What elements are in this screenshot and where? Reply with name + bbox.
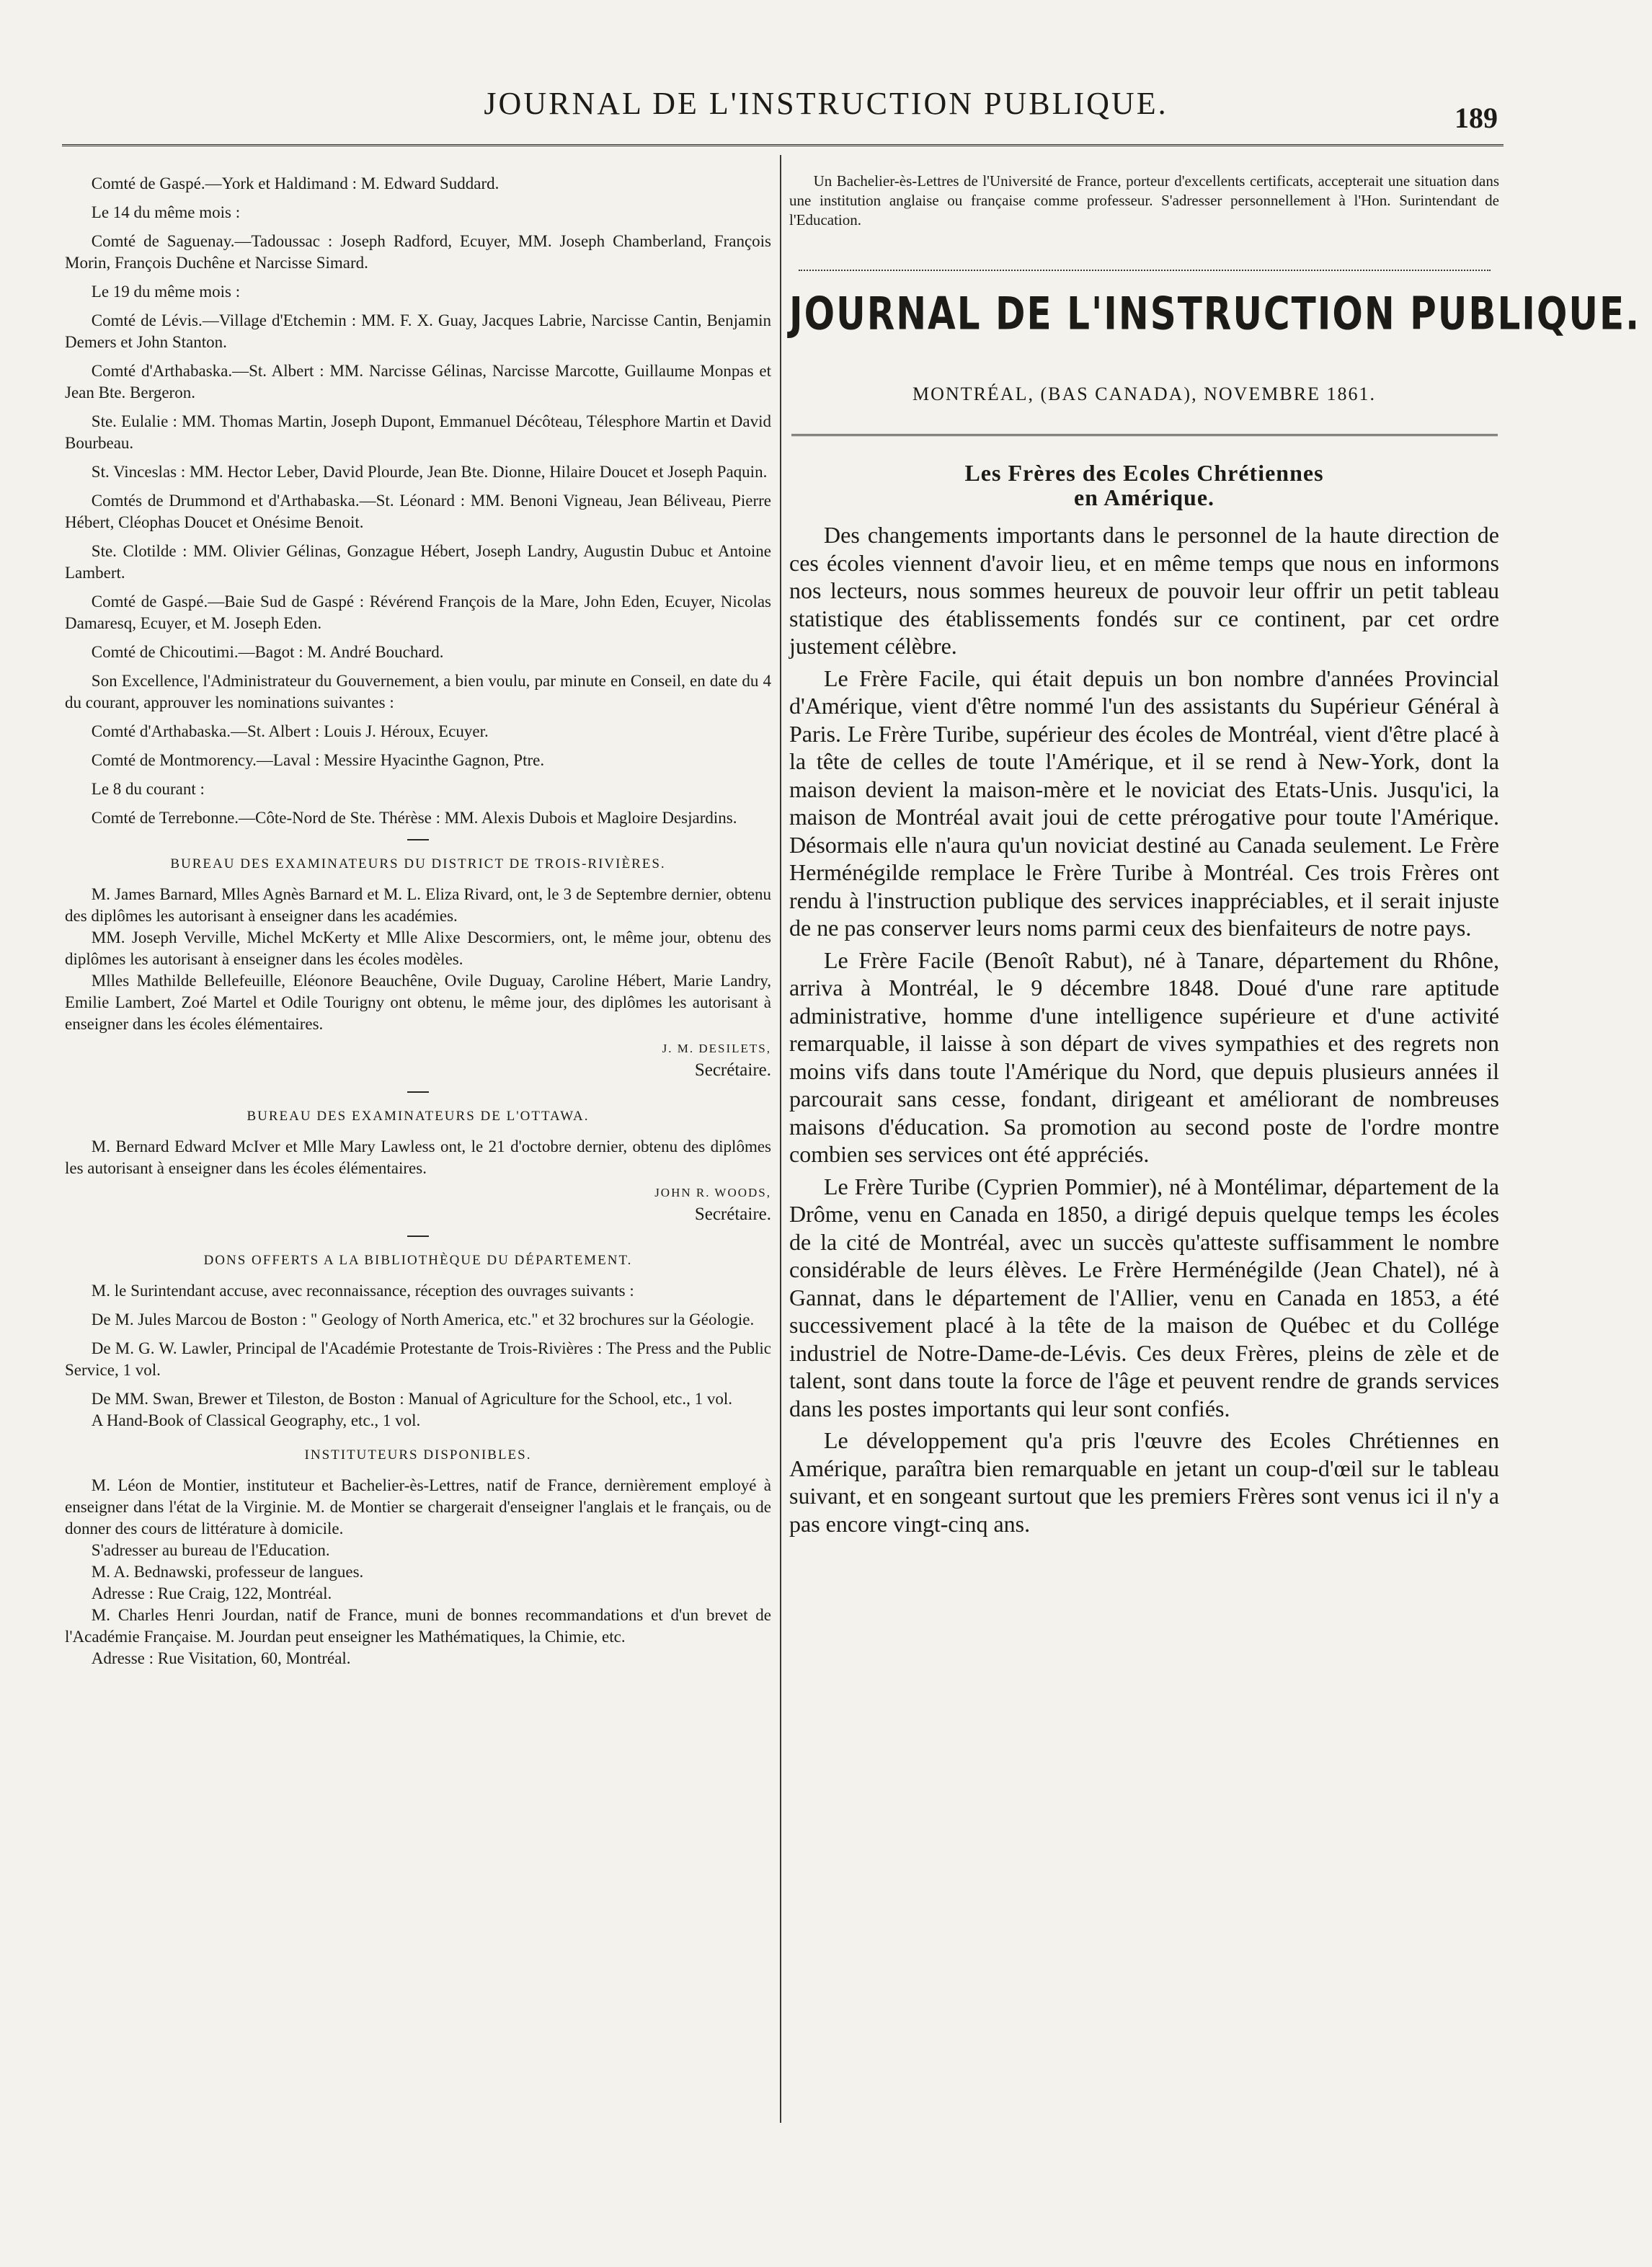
appointment-item: Comté de Saguenay.—Tadoussac : Joseph Radford, Ecuyer, MM. Joseph Chamberland, François Morin, François Duchêne et Narcisse Simard.: [65, 232, 771, 272]
dons-paragraph: De MM. Swan, Brewer et Tileston, de Boston : Manual of Agriculture for the School, etc., 1 vol.: [91, 1390, 733, 1408]
instituteur-paragraph: M. Charles Henri Jourdan, natif de France, muni de bonnes recommandations et d'un brevet de l'Académie Française. M. Jourdan peut enseigner les Mathématiques, la Chimie, etc.: [65, 1606, 771, 1646]
appointment-item: Son Excellence, l'Administrateur du Gouvernement, a bien voulu, par minute en Conseil, en date du 4 du courant, approuver les nominations suivantes :: [65, 672, 771, 711]
dateline: MONTRÉAL, (BAS CANADA), NOVEMBRE 1861.: [912, 383, 1376, 404]
appointment-item: Comtés de Drummond et d'Arthabaska.—St. Léonard : MM. Benoni Vigneau, Jean Béliveau, Pierre Hébert, Cléophas Doucet et Onésime Benoit.: [65, 492, 771, 531]
article-title: [789, 461, 1499, 510]
section-dash: [407, 839, 429, 840]
appointment-item: Comté de Montmorency.—Laval : Messire Hyacinthe Gagnon, Ptre.: [91, 751, 545, 769]
article-title-line: Les Frères des Ecoles Chrétiennes: [964, 460, 1324, 486]
appointment-date: Le 19 du même mois :: [91, 283, 241, 301]
appointment-item: Comté d'Arthabaska.—St. Albert : Louis J. Héroux, Ecuyer.: [91, 722, 489, 740]
instituteur-paragraph: Adresse : Rue Visitation, 60, Montréal.: [91, 1649, 351, 1667]
article-paragraph: Le Frère Facile, qui était depuis un bon nombre d'années Provincial d'Amérique, vient d'être nommé l'un des assistants du Supérieur Général à Paris. Le Frère Turibe, supérieur des écoles de Montréal, vient d'être placé à la tête de celles de toute l'Amérique, et il se rend à New-York, dont la maison devient la maison-mère et le noviciat des Etats-Unis. Jusqu'ici, la maison de Montréal avait joui de cette prérogative pour toute l'Amérique. Désormais elle n'aura qu'un noviciat destiné au Canada seulement. Le Frère Herménégilde remplace le Frère Turibe à Montréal. Ces trois Frères ont rendu à l'instruction publique des services inappréciables, et il serait injuste de ne pas conserver leurs noms parmi ceux des bienfaiteurs de notre pays.: [789, 665, 1499, 941]
bureau-paragraph: M. James Barnard, Mlles Agnès Barnard et M. L. Eliza Rivard, ont, le 3 de Septembre dernier, obtenu des diplômes les autorisant à enseigner dans les académies.: [65, 885, 771, 925]
article-body: [789, 521, 1499, 1538]
dons-paragraph: De M. Jules Marcou de Boston : " Geology of North America, etc." et 32 brochures sur la Géologie.: [91, 1310, 755, 1328]
appointment-date: Le 8 du courant :: [91, 780, 205, 798]
dons-paragraph: M. le Surintendant accuse, avec reconnaissance, réception des ouvrages suivants :: [91, 1282, 634, 1300]
section-heading: INSTITUTEURS DISPONIBLES.: [304, 1447, 532, 1463]
bureau-paragraph: M. Bernard Edward McIver et Mlle Mary Lawless ont, le 21 d'octobre dernier, obtenu des diplômes les autorisant à enseigner dans les écoles élémentaires.: [65, 1137, 771, 1177]
dons-paragraph: A Hand-Book of Classical Geography, etc., 1 vol.: [91, 1411, 421, 1429]
signature-name: J. M. DESILETS,: [662, 1042, 771, 1055]
signature-name: JOHN R. WOODS,: [654, 1186, 771, 1199]
section-heading: BUREAU DES EXAMINATEURS DU DISTRICT DE TROIS-RIVIÈRES.: [170, 856, 666, 871]
appointment-item: Comté de Chicoutimi.—Bagot : M. André Bouchard.: [91, 643, 444, 661]
article-title-line: en Amérique.: [1073, 484, 1215, 510]
dateline-rule: [791, 434, 1498, 436]
bureau-paragraph: Mlles Mathilde Bellefeuille, Eléonore Beauchêne, Ovile Duguay, Caroline Hébert, Marie Landry, Emilie Lambert, Zoé Martel et Odile Tourigny ont obtenu, le même jour, des diplômes les autorisant à enseigner dans les écoles élémentaires.: [65, 972, 771, 1033]
appointment-item: Comté de Terrebonne.—Côte-Nord de Ste. Thérèse : MM. Alexis Dubois et Magloire Desjardins.: [91, 809, 737, 827]
appointment-item: Comté de Gaspé.—Baie Sud de Gaspé : Révérend François de la Mare, John Eden, Ecuyer, Nicolas Damaresq, Ecuyer, et M. Joseph Eden.: [65, 593, 771, 632]
notice-rule: [799, 270, 1491, 271]
article-paragraph: Le Frère Facile (Benoît Rabut), né à Tanare, département du Rhône, arriva à Montréal, le 9 décembre 1848. Doué d'une rare aptitude administrative, homme d'une intelligence supérieure et d'une activité remarquable, il laisse à son départ de vives sympathies et des regrets non moins vifs dans toute l'Amérique du Nord, que depuis plusieurs années il parcourait sans cesse, fondant, dirigeant et améliorant de nombreuses maisons d'éducation. Sa promotion au second poste de l'ordre montre combien ses services ont été appréciés.: [789, 946, 1499, 1167]
page-number: 189: [1455, 102, 1498, 134]
instituteur-paragraph: Adresse : Rue Craig, 122, Montréal.: [91, 1584, 332, 1602]
section-heading: DONS OFFERTS A LA BIBLIOTHÈQUE DU DÉPARTEMENT.: [203, 1253, 633, 1268]
appointment-date: Le 14 du même mois :: [91, 203, 241, 221]
bureau-paragraph: MM. Joseph Verville, Michel McKerty et Mlle Alixe Descormiers, ont, le même jour, obtenu des diplômes les autorisant à enseigner dans les écoles modèles.: [65, 928, 771, 968]
header-rule: [62, 144, 1504, 146]
section-heading: BUREAU DES EXAMINATEURS DE L'OTTAWA.: [247, 1109, 590, 1124]
right-column: [789, 172, 1641, 1542]
column-divider: [780, 155, 781, 2123]
appointment-item: Ste. Clotilde : MM. Olivier Gélinas, Gonzague Hébert, Joseph Landry, Augustin Dubuc et Antoine Lambert.: [65, 542, 771, 582]
instituteur-paragraph: M. A. Bednawski, professeur de langues.: [91, 1563, 364, 1581]
dons-paragraph: De M. G. W. Lawler, Principal de l'Académie Protestante de Trois-Rivières : The Press and the Public Service, 1 vol.: [65, 1339, 771, 1379]
appointment-item: Comté de Lévis.—Village d'Etchemin : MM. F. X. Guay, Jacques Labrie, Narcisse Cantin, Benjamin Demers et John Stanton.: [65, 311, 771, 351]
appointment-item: St. Vinceslas : MM. Hector Leber, David Plourde, Jean Bte. Dionne, Hilaire Doucet et Joseph Paquin.: [91, 463, 768, 481]
appointment-item: Comté d'Arthabaska.—St. Albert : MM. Narcisse Gélinas, Narcisse Marcotte, Guillaume Monpas et Jean Bte. Bergeron.: [65, 362, 771, 402]
article-paragraph: Le développement qu'a pris l'œuvre des Ecoles Chrétiennes en Amérique, paraîtra bien remarquable en jetant un coup-d'œil sur le tableau suivant, et en songeant surtout que les premiers Frères sont venus ici il n'y a pas encore vingt-cinq ans.: [789, 1427, 1499, 1537]
instituteur-paragraph: S'adresser au bureau de l'Education.: [91, 1541, 330, 1559]
left-column: [65, 173, 771, 1669]
appointment-item: Comté de Gaspé.—York et Haldimand : M. Edward Suddard.: [91, 174, 499, 192]
section-dash: [407, 1091, 429, 1093]
article-paragraph: Le Frère Turibe (Cyprien Pommier), né à Montélimar, département de la Drôme, venu en Canada en 1850, a dirigé depuis quelque temps les écoles de la cité de Montréal, avec un succès qu'atteste suffisamment le nombre considérable de leurs élèves. Le Frère Herménégilde (Jean Chatel), né à Gannat, dans le département de l'Allier, venu en Canada en 1853, a été successivement placé à la tête de la maison de Québec et du Collége industriel de Notre-Dame-de-Lévis. Ces deux Frères, pleins de zèle et de talent, sont dans toute la force de l'âge et peuvent rendre de grands services dans les postes importants qui leur sont confiés.: [789, 1173, 1499, 1421]
classified-notice: Un Bachelier-ès-Lettres de l'Université de France, porteur d'excellents certificats, accepterait une situation dans une institution anglaise ou française comme professeur. S'adresser personnellement à l'Hon. Surintendant de l'Education.: [789, 172, 1499, 229]
masthead: JOURNAL DE L'INSTRUCTION PUBLIQUE.: [789, 287, 1641, 340]
article-paragraph: Des changements importants dans le personnel de la haute direction de ces écoles viennent d'avoir lieu, et en même temps que nous en informons nos lecteurs, nous sommes heureux de pouvoir leur offrir un petit tableau statistique des établissements fondés sur ce continent, par cet ordre justement célèbre.: [789, 522, 1499, 659]
section-dash: [407, 1235, 429, 1237]
signature-title: Secrétaire.: [694, 1060, 771, 1080]
signature-title: Secrétaire.: [694, 1205, 771, 1224]
running-title: JOURNAL DE L'INSTRUCTION PUBLIQUE.: [484, 86, 1168, 121]
instituteur-paragraph: M. Léon de Montier, instituteur et Bachelier-ès-Lettres, natif de France, dernièrement employé à enseigner dans l'état de la Virginie. M. de Montier se chargerait d'enseigner l'anglais et le français, ou de donner des cours de littérature à domicile.: [65, 1476, 771, 1538]
appointment-item: Ste. Eulalie : MM. Thomas Martin, Joseph Dupont, Emmanuel Décôteau, Télesphore Martin et David Bourbeau.: [65, 412, 771, 452]
